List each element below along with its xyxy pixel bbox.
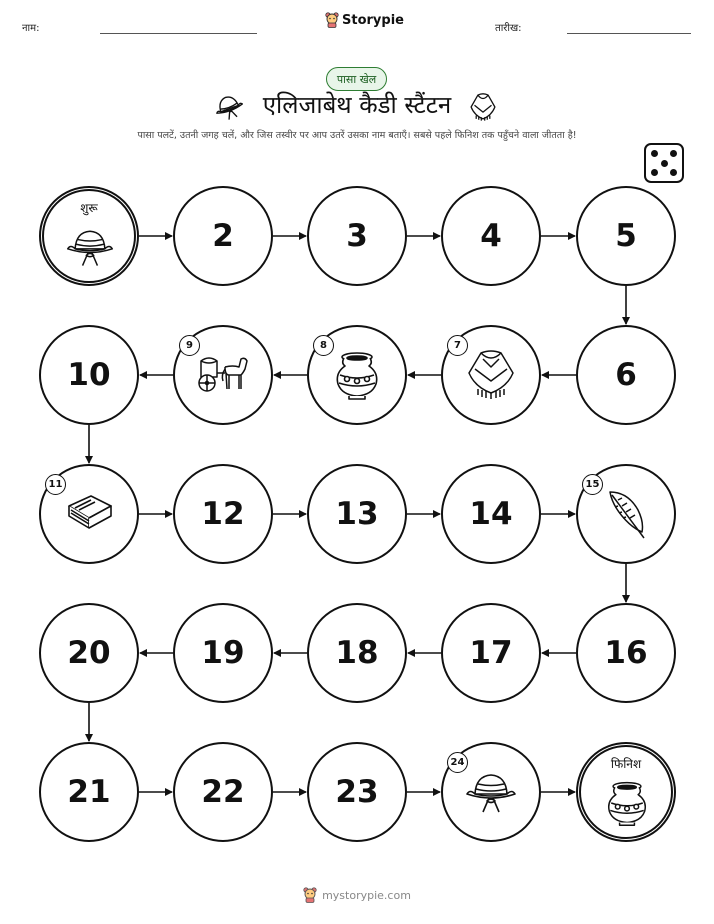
page-footer	[0, 887, 714, 903]
space-number-chip: 15	[582, 474, 603, 495]
space-number: 18	[335, 635, 379, 671]
space-number-chip: 11	[45, 474, 66, 495]
start-label: शुरू	[80, 201, 98, 215]
brand-name: Storypie	[342, 12, 404, 28]
board-space-12	[173, 464, 273, 564]
board-space-24	[441, 742, 541, 842]
storypie-bear-icon	[303, 887, 317, 903]
page-title: एलिजाबेथ कैडी स्टैंटन	[262, 91, 452, 119]
space-number: 23	[335, 774, 379, 810]
pot-icon	[329, 347, 385, 403]
board-space-23	[307, 742, 407, 842]
name-line	[100, 33, 257, 34]
board-space-start	[39, 186, 139, 286]
space-number: 2	[212, 218, 234, 254]
space-number: 16	[604, 635, 648, 671]
board-space-19	[173, 603, 273, 703]
space-number: 17	[469, 635, 513, 671]
space-number: 5	[615, 218, 637, 254]
space-number: 19	[201, 635, 245, 671]
finish-label: फिनिश	[610, 757, 642, 771]
name-label: नाम:	[22, 23, 40, 34]
space-number: 6	[615, 357, 637, 393]
space-number-chip: 8	[313, 335, 334, 356]
space-number-chip: 24	[447, 752, 468, 773]
date-label: तारीख:	[495, 23, 522, 34]
date-line	[567, 33, 691, 34]
space-number-chip: 9	[179, 335, 200, 356]
board-space-15	[576, 464, 676, 564]
dice-five-icon	[644, 143, 684, 183]
space-number: 14	[469, 496, 513, 532]
board-space-6	[576, 325, 676, 425]
board-space-20	[39, 603, 139, 703]
board-space-finish	[576, 742, 676, 842]
space-number: 13	[335, 496, 379, 532]
board-space-11	[39, 464, 139, 564]
horse-carriage-icon	[195, 347, 251, 403]
space-number: 21	[67, 774, 111, 810]
board-space-4	[441, 186, 541, 286]
space-number: 12	[201, 496, 245, 532]
board-space-9	[173, 325, 273, 425]
board-space-2	[173, 186, 273, 286]
bonnet-icon	[463, 764, 519, 820]
game-instructions: पासा पलटें, उतनी जगह चलें, और जिस तस्वीर पर आप उतरें उसका नाम बताएँ। सबसे पहले फिनिश तक पहुँचने वाला जीतता है!	[137, 130, 577, 141]
board-space-18	[307, 603, 407, 703]
board-space-8	[307, 325, 407, 425]
shawl-icon	[466, 90, 500, 124]
brand	[325, 12, 404, 28]
space-number: 20	[67, 635, 111, 671]
shawl-icon	[463, 347, 519, 403]
footer-url: mystorypie.com	[322, 888, 411, 902]
board-space-3	[307, 186, 407, 286]
space-number: 4	[480, 218, 502, 254]
board-space-7	[441, 325, 541, 425]
board-space-16	[576, 603, 676, 703]
board-space-13	[307, 464, 407, 564]
quill-feather-icon	[598, 486, 654, 542]
game-type-badge: पासा खेल	[326, 67, 387, 91]
board-space-21	[39, 742, 139, 842]
space-number: 3	[346, 218, 368, 254]
book-icon	[61, 486, 117, 542]
board-space-10	[39, 325, 139, 425]
board-space-17	[441, 603, 541, 703]
space-number-chip: 7	[447, 335, 468, 356]
board-space-14	[441, 464, 541, 564]
storypie-bear-icon	[325, 12, 339, 28]
worksheet-header	[0, 0, 714, 50]
pot-icon	[601, 777, 653, 829]
bonnet-icon	[64, 221, 116, 273]
board-space-22	[173, 742, 273, 842]
space-number: 10	[67, 357, 111, 393]
space-number: 22	[201, 774, 245, 810]
board-space-5	[576, 186, 676, 286]
